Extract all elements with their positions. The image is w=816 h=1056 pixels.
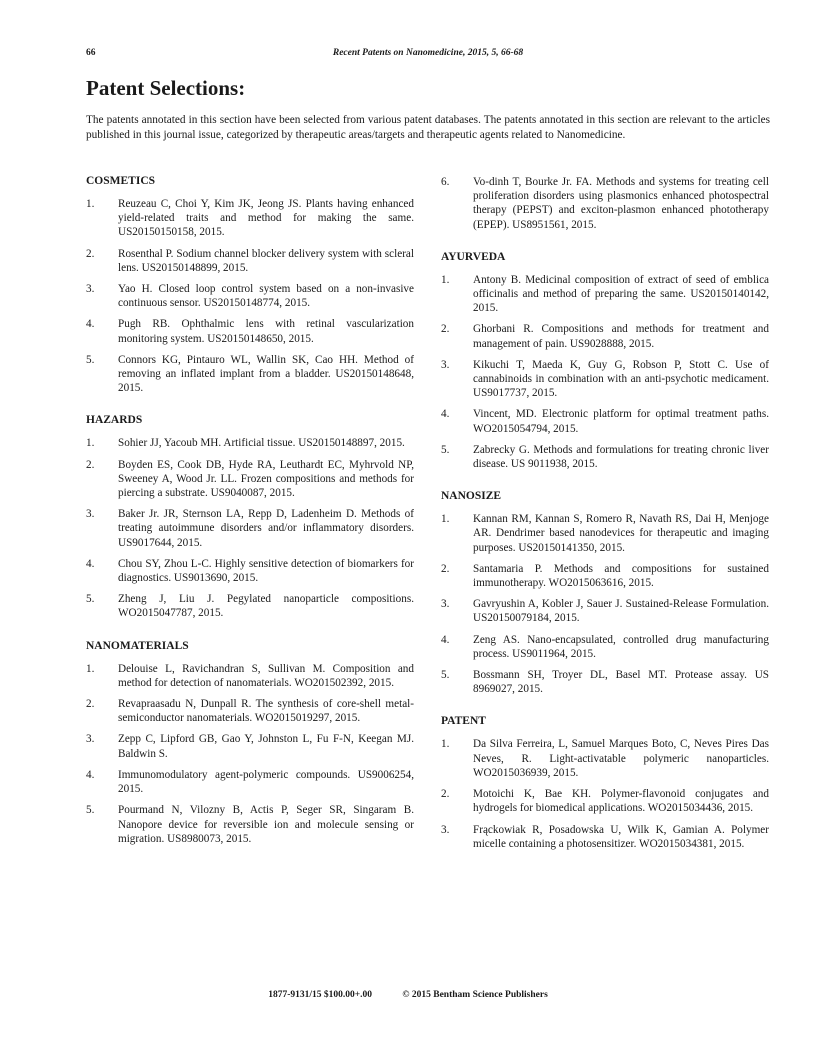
section-heading: HAZARDS [86,414,143,427]
patent-entry-text: Reuzeau C, Choi Y, Kim JK, Jeong JS. Plants having enhanced yield-related traits and method for making the same. US20150150158, 2015. [118,198,414,239]
patent-entry [441,273,769,316]
patent-entry-number: 3. [86,733,95,746]
patent-entry-text: Sohier JJ, Yacoub MH. Artificial tissue. US20150148897, 2015. [118,437,405,450]
patent-entry-text: Pugh RB. Ophthalmic lens with retinal vascularization monitoring system. US20150148650, 2015. [118,318,414,345]
patent-entry [86,697,414,725]
patent-entry-text: Da Silva Ferreira, L, Samuel Marques Boto, C, Neves Pires Das Neves, R. Light-activatable polymeric nanoparticles. WO2015036939, 2015. [473,738,769,779]
patent-entry-text: Boyden ES, Cook DB, Hyde RA, Leuthardt EC, Myhrvold NP, Sweeney A, Wood Jr. LL. Frozen compositions and methods for piercing a substrate. US9040087, 2015. [118,458,414,500]
patent-entry [441,787,769,815]
patent-entry [86,458,414,501]
patent-entry-text: Ghorbani R. Compositions and methods for treatment and management of pain. US9028888, 2015. [473,323,769,350]
patent-entry-number: 3. [441,358,450,371]
patent-entry [86,436,414,450]
patent-entry-text: Zeng AS. Nano-encapsulated, controlled drug manufacturing process. US9011964, 2015. [473,633,769,660]
patent-entry-text: Bossmann SH, Troyer DL, Basel MT. Protease assay. US 8969027, 2015. [473,669,769,696]
patent-entry-text: Vincent, MD. Electronic platform for optimal treatment paths. WO2015054794, 2015. [473,408,769,435]
patent-entry-text: Delouise L, Ravichandran S, Sullivan M. Composition and method for detection of nanomaterials. WO201502392, 2015. [118,662,414,689]
patent-section [86,640,414,846]
patent-entry-text: Rosenthal P. Sodium channel blocker delivery system with scleral lens. US20150148899, 2015. [118,247,414,274]
footer [0,990,816,1000]
patent-entry [441,512,769,555]
patent-entry-text: Kikuchi T, Maeda K, Guy G, Robson P, Stott C. Use of cannabinoids in combination with an anti-psychotic medicament. US9017737, 2015. [473,358,769,400]
patent-entry-text: Revapraasadu N, Dunpall R. The synthesis of core-shell metal-semiconductor nanomaterials. WO2015019297, 2015. [118,698,414,725]
patent-entry-number: 5. [441,443,450,456]
patent-entry-number: 2. [441,323,450,336]
patent-entry-number: 3. [86,283,95,296]
patent-section [441,490,769,696]
patent-section [86,175,414,395]
patent-entry-number: 3. [441,823,450,836]
patent-entry [86,732,414,760]
patent-entry-text: Yao H. Closed loop control system based on a non-invasive continuous sensor. US20150148774, 2015. [118,283,414,310]
patent-entry [86,247,414,275]
running-head [86,48,770,62]
footer-issn: 1877-9131/15 $100.00+.00 [268,990,373,1000]
section-heading: AYURVEDA [441,250,506,263]
patent-entry [441,597,769,625]
patent-entry-text: Frąckowiak R, Posadowska U, Wilk K, Gamian A. Polymer micelle containing a photosensitizer. WO2015034381, 2015. [473,823,769,850]
patent-section [441,175,769,232]
section-heading: COSMETICS [86,175,156,187]
patent-entry-number: 1. [86,437,95,450]
page-title: Patent Selections: [86,76,246,100]
patent-entry-number: 3. [86,508,95,521]
patent-entry-number: 2. [86,698,95,711]
journal-pages: 66-68 [500,48,524,58]
patent-entry-text: Antony B. Medicinal composition of extract of seed of emblica officinalis and method of preparing the same. US20150140142, 2015. [473,273,769,315]
patent-entry [441,823,769,851]
patent-entry-number: 4. [441,408,450,421]
patent-entry [441,358,769,401]
section-heading: NANOMATERIALS [86,639,189,652]
patent-entry-number: 2. [86,458,95,471]
patent-entry-number: 5. [86,804,95,817]
patent-entry [86,662,414,690]
patent-entry-number: 1. [441,513,450,526]
patent-entry [86,768,414,796]
patent-entry [86,282,414,310]
patent-entry-text: Baker Jr. JR, Sternson LA, Repp D, Ladenheim D. Methods of treating autoimmune disorders and/or inflammatory disorders. US9017644, 2015. [118,508,414,549]
patent-entry-number: 5. [441,669,450,682]
patent-entry [86,197,414,240]
patent-entry-text: Kannan RM, Kannan S, Romero R, Navath RS, Dai H, Menjoge AR. Dendrimer based nanodevices for therapeutic and imaging purposes. US20150141350, 2015. [473,513,769,554]
patent-entry [86,507,414,550]
patent-entry-text: Connors KG, Pintauro WL, Wallin SK, Cao HH. Method of removing an inflated implant from a bladder. US20150148648, 2015. [118,353,414,395]
patent-entry-number: 3. [441,598,450,611]
patent-entry [441,737,769,780]
intro-paragraph: The patents annotated in this section have been selected from various patent databases. The patents annotated in this section are relevant to the articles published in this journal issue, categorized by therapeutic areas/targets and therapeutic agents related to Nanomedicine. [86,114,770,141]
patent-entry-number: 2. [441,788,450,801]
section-heading: PATENT [441,715,486,728]
patent-entry-number: 4. [86,557,95,570]
section-heading: NANOSIZE [441,490,502,503]
patent-section [86,414,414,620]
patent-entry-number: 4. [86,318,95,331]
patent-entry-number: 1. [86,662,95,675]
patent-entry-text: Chou SY, Zhou L-C. Highly sensitive detection of biomarkers for diagnostics. US9013690, 2015. [118,557,414,585]
patent-entry-number: 1. [441,273,450,286]
patent-entry [86,557,414,585]
left-column [86,175,414,865]
footer-copyright: © 2015 Bentham Science Publishers [402,990,548,1000]
patent-entry-number: 4. [86,768,95,781]
patent-entry-number: 5. [86,593,95,606]
patent-entry-number: 6. [441,176,450,188]
patent-entry-number: 1. [86,198,95,210]
patent-section [441,251,769,471]
patent-entry [441,407,769,435]
patent-entry-text: Gavryushin A, Kobler J, Sauer J. Sustained-Release Formulation. US20150079184, 2015. [473,598,769,625]
patent-entry-text: Vo-dinh T, Bourke Jr. FA. Methods and systems for treating cell proliferation disorders using plasmonics enhanced photospectral therapy (PEPST) and exciton-plasmon enhanced phototherapy (EPEP). US8951561, 2015. [473,176,769,231]
journal-volume: 5, [491,48,499,58]
patent-entry [86,803,414,846]
patent-entry-text: Zabrecky G. Methods and formulations for treating chronic liver disease. US 9011938, 2015. [473,443,769,471]
patent-entry [86,317,414,345]
patent-entry [441,322,769,350]
patent-entry-number: 1. [441,738,450,751]
patent-entry-number: 5. [86,353,95,366]
patent-entry-text: Santamaria P. Methods and compositions for sustained immunotherapy. WO2015063616, 2015. [473,562,769,590]
patent-entry-text: Pourmand N, Vilozny B, Actis P, Seger SR, Singaram B. Nanopore device for reversible ion and molecule sensing or migration. US8980073, 2015. [118,804,414,845]
patent-entry-text: Motoichi K, Bae KH. Polymer-flavonoid conjugates and hydrogels for biomedical applications. WO2015034436, 2015. [473,788,769,815]
patent-entry [441,175,769,232]
patent-entry [441,562,769,590]
journal-year: 2015, [467,48,490,58]
patent-entry [86,353,414,396]
page-number: 66 [86,48,96,58]
right-column [441,175,769,870]
patent-entry-number: 4. [441,633,450,646]
patent-entry-text: Immunomodulatory agent-polymeric compounds. US9006254, 2015. [118,768,414,796]
journal-name: Recent Patents on Nanomedicine, [332,48,466,58]
patent-entry [441,633,769,661]
patent-entry-number: 2. [86,247,95,260]
patent-entry-number: 2. [441,562,450,575]
patent-entry [86,592,414,620]
page [86,48,770,850]
patent-section [441,715,769,850]
patent-entry-text: Zepp C, Lipford GB, Gao Y, Johnston L, Fu F-N, Keegan MJ. Baldwin S. [118,733,414,760]
patent-entry-text: Zheng J, Liu J. Pegylated nanoparticle compositions. WO2015047787, 2015. [118,593,414,620]
journal-reference [86,48,770,58]
patent-entry [441,443,769,471]
patent-entry [441,668,769,696]
